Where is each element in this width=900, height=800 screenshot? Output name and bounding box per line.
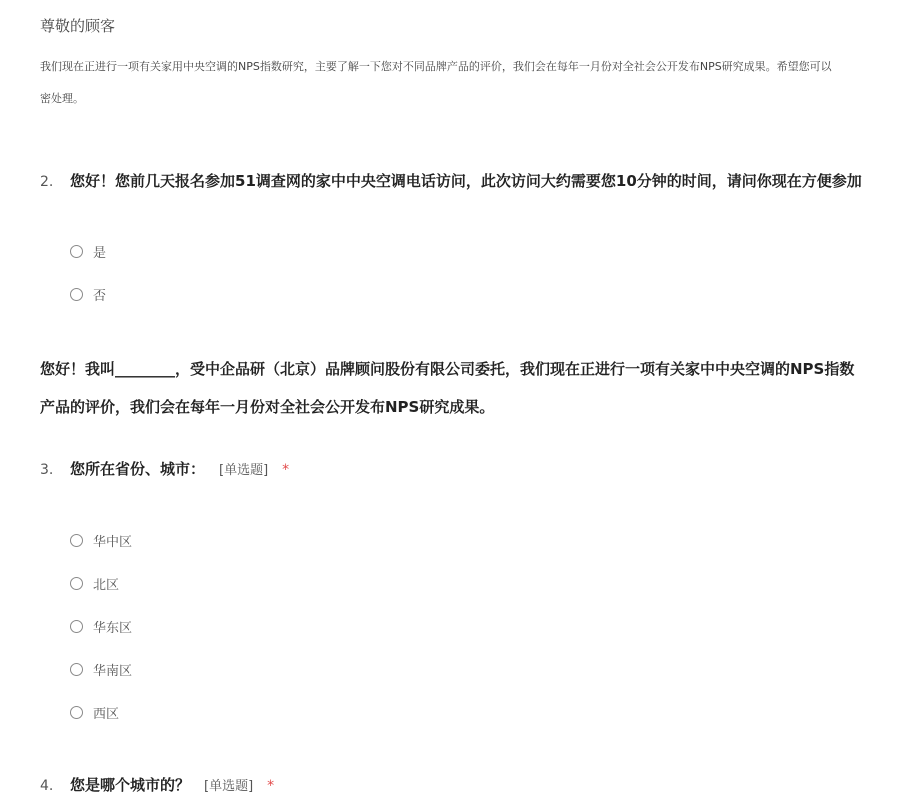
radio-button[interactable] [70, 245, 83, 258]
question-title: 您所在省份、城市： [70, 460, 206, 478]
radio-button[interactable] [70, 706, 83, 719]
q2-option-yes[interactable] [70, 242, 106, 261]
question-number: 3. [40, 462, 54, 478]
option-label: 华南区 [93, 664, 133, 679]
question-number: 2. [40, 174, 54, 190]
question-type-label: [单选题] [204, 779, 254, 794]
q3-option-xi[interactable] [70, 703, 119, 722]
required-marker: * [282, 462, 290, 478]
question-title: 您好！您前几天报名参加51调查网的家中中央空调电话访问，此次访问大约需要您10分钟的时间，请问你现在方便参加 [70, 172, 862, 190]
intro-paragraph [40, 57, 900, 109]
section-intro-text [40, 350, 900, 426]
intro-line-2: 密处理。 [40, 92, 84, 105]
option-label: 华中区 [93, 535, 133, 550]
q3-option-huadong[interactable] [70, 617, 132, 636]
intro-line-1: 我们现在正进行一项有关家用中央空调的NPS指数研究，主要了解一下您对不同品牌产品的评价，我们会在每年一月份对全社会公开发布NPS研究成果。希望您可以 [40, 60, 832, 73]
question-type-label: [单选题] [219, 463, 269, 478]
radio-button[interactable] [70, 534, 83, 547]
option-label: 北区 [93, 578, 120, 593]
q2-option-no[interactable] [70, 285, 106, 304]
radio-button[interactable] [70, 577, 83, 590]
greeting-heading: 尊敬的顾客 [40, 17, 116, 35]
question-3-header [40, 458, 289, 479]
question-4-header [40, 774, 274, 795]
radio-button[interactable] [70, 620, 83, 633]
section-line-2: 产品的评价，我们会在每年一月份对全社会公开发布NPS研究成果。 [40, 398, 495, 416]
radio-button[interactable] [70, 288, 83, 301]
question-title: 您是哪个城市的？ [70, 776, 191, 794]
section-line-1: 您好！我叫________，受中企品研（北京）品牌顾问股份有限公司委托，我们现在正进行一项有关家中中央空调的NPS指数 [40, 360, 855, 378]
option-label: 是 [93, 246, 107, 261]
option-label: 华东区 [93, 621, 133, 636]
q3-option-huazhong[interactable] [70, 531, 132, 550]
question-2-header [40, 170, 862, 191]
radio-button[interactable] [70, 663, 83, 676]
q3-option-bei[interactable] [70, 574, 119, 593]
option-label: 西区 [93, 707, 120, 722]
option-label: 否 [93, 289, 107, 304]
required-marker: * [267, 778, 275, 794]
q3-option-huanan[interactable] [70, 660, 132, 679]
question-number: 4. [40, 778, 54, 794]
